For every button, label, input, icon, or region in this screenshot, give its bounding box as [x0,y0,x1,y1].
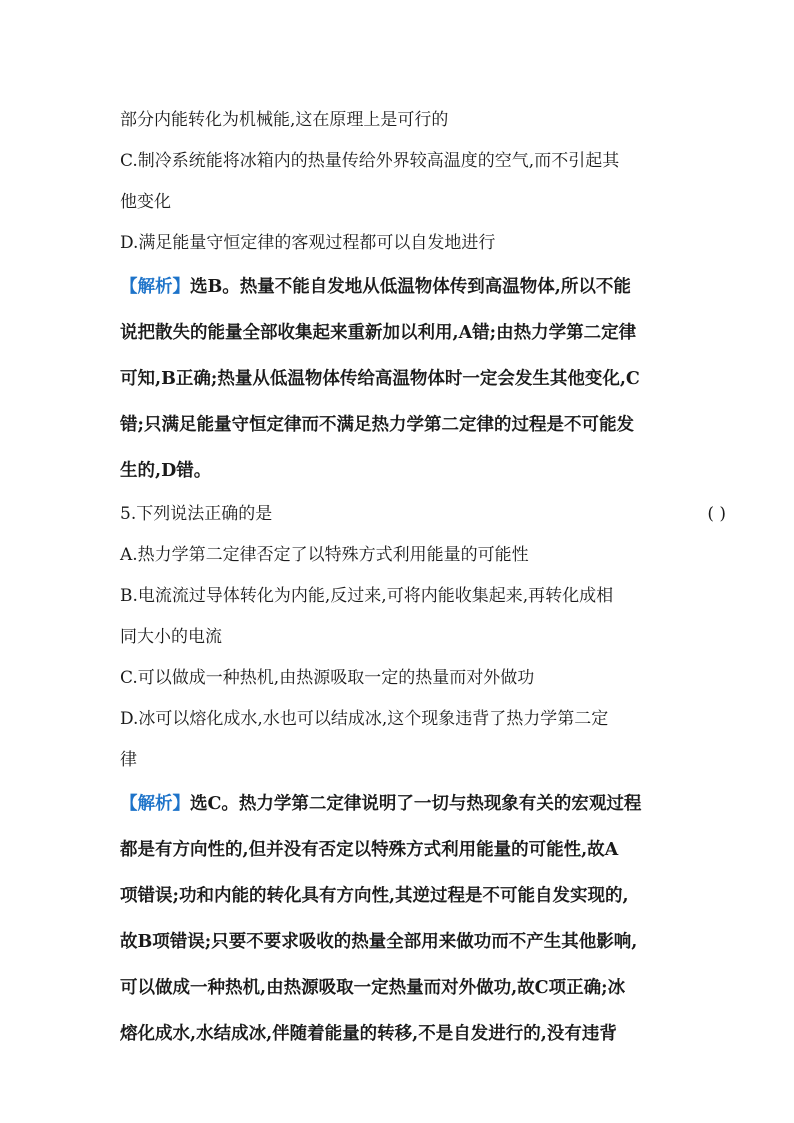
analysis-line: 错;只满足能量守恒定律而不满足热力学第二定律的过程是不可能发 [120,415,634,435]
analysis-line: 生的,D错。 [120,461,212,481]
option-b-line: B.电流流过导体转化为内能,反过来,可将内能收集起来,再转化成相 [120,586,614,606]
analysis-line: 可知,B正确;热量从低温物体传给高温物体时一定会发生其他变化,C [120,369,640,389]
document-page [120,100,726,1057]
analysis-tag: 【解析】 [120,794,190,814]
text-line: 部分内能转化为机械能,这在原理上是可行的 [120,110,449,130]
analysis-line: 项错误;功和内能的转化具有方向性,其逆过程是不可能自发实现的, [120,886,629,906]
analysis-text: 选C。热力学第二定律说明了一切与热现象有关的宏观过程 [190,794,642,814]
analysis-tag: 【解析】 [120,277,190,297]
analysis-line [120,781,680,827]
option-d-line: D.冰可以熔化成水,水也可以结成冰,这个现象违背了热力学第二定 [120,709,609,729]
option-c-continuation: 他变化 [120,192,171,212]
option-d-continuation: 律 [120,750,137,770]
option-a-line: A.热力学第二定律否定了以特殊方式利用能量的可能性 [120,545,529,565]
analysis-line: 可以做成一种热机,由热源吸取一定热量而对外做功,故C项正确;冰 [120,978,626,998]
option-c-line: C.可以做成一种热机,由热源吸取一定的热量而对外做功 [120,668,535,688]
question-stem [120,494,728,535]
answer-bracket: ( ) [707,504,726,524]
option-d-line: D.满足能量守恒定律的客观过程都可以自发地进行 [120,233,496,253]
analysis-line: 都是有方向性的,但并没有否定以特殊方式利用能量的可能性,故A [120,840,619,860]
analysis-text: 选B。热量不能自发地从低温物体传到高温物体,所以不能 [190,277,631,297]
analysis-line [120,264,680,310]
analysis-line: 故B项错误;只要不要求吸收的热量全部用来做功而不产生其他影响, [120,932,638,952]
question-text: 5.下列说法正确的是 [120,504,273,524]
analysis-line: 熔化成水,水结成冰,伴随着能量的转移,不是自发进行的,没有违背 [120,1024,617,1044]
option-b-continuation: 同大小的电流 [120,627,222,647]
option-c-line: C.制冷系统能将冰箱内的热量传给外界较高温度的空气,而不引起其 [120,151,620,171]
analysis-line: 说把散失的能量全部收集起来重新加以利用,A错;由热力学第二定律 [120,323,637,343]
